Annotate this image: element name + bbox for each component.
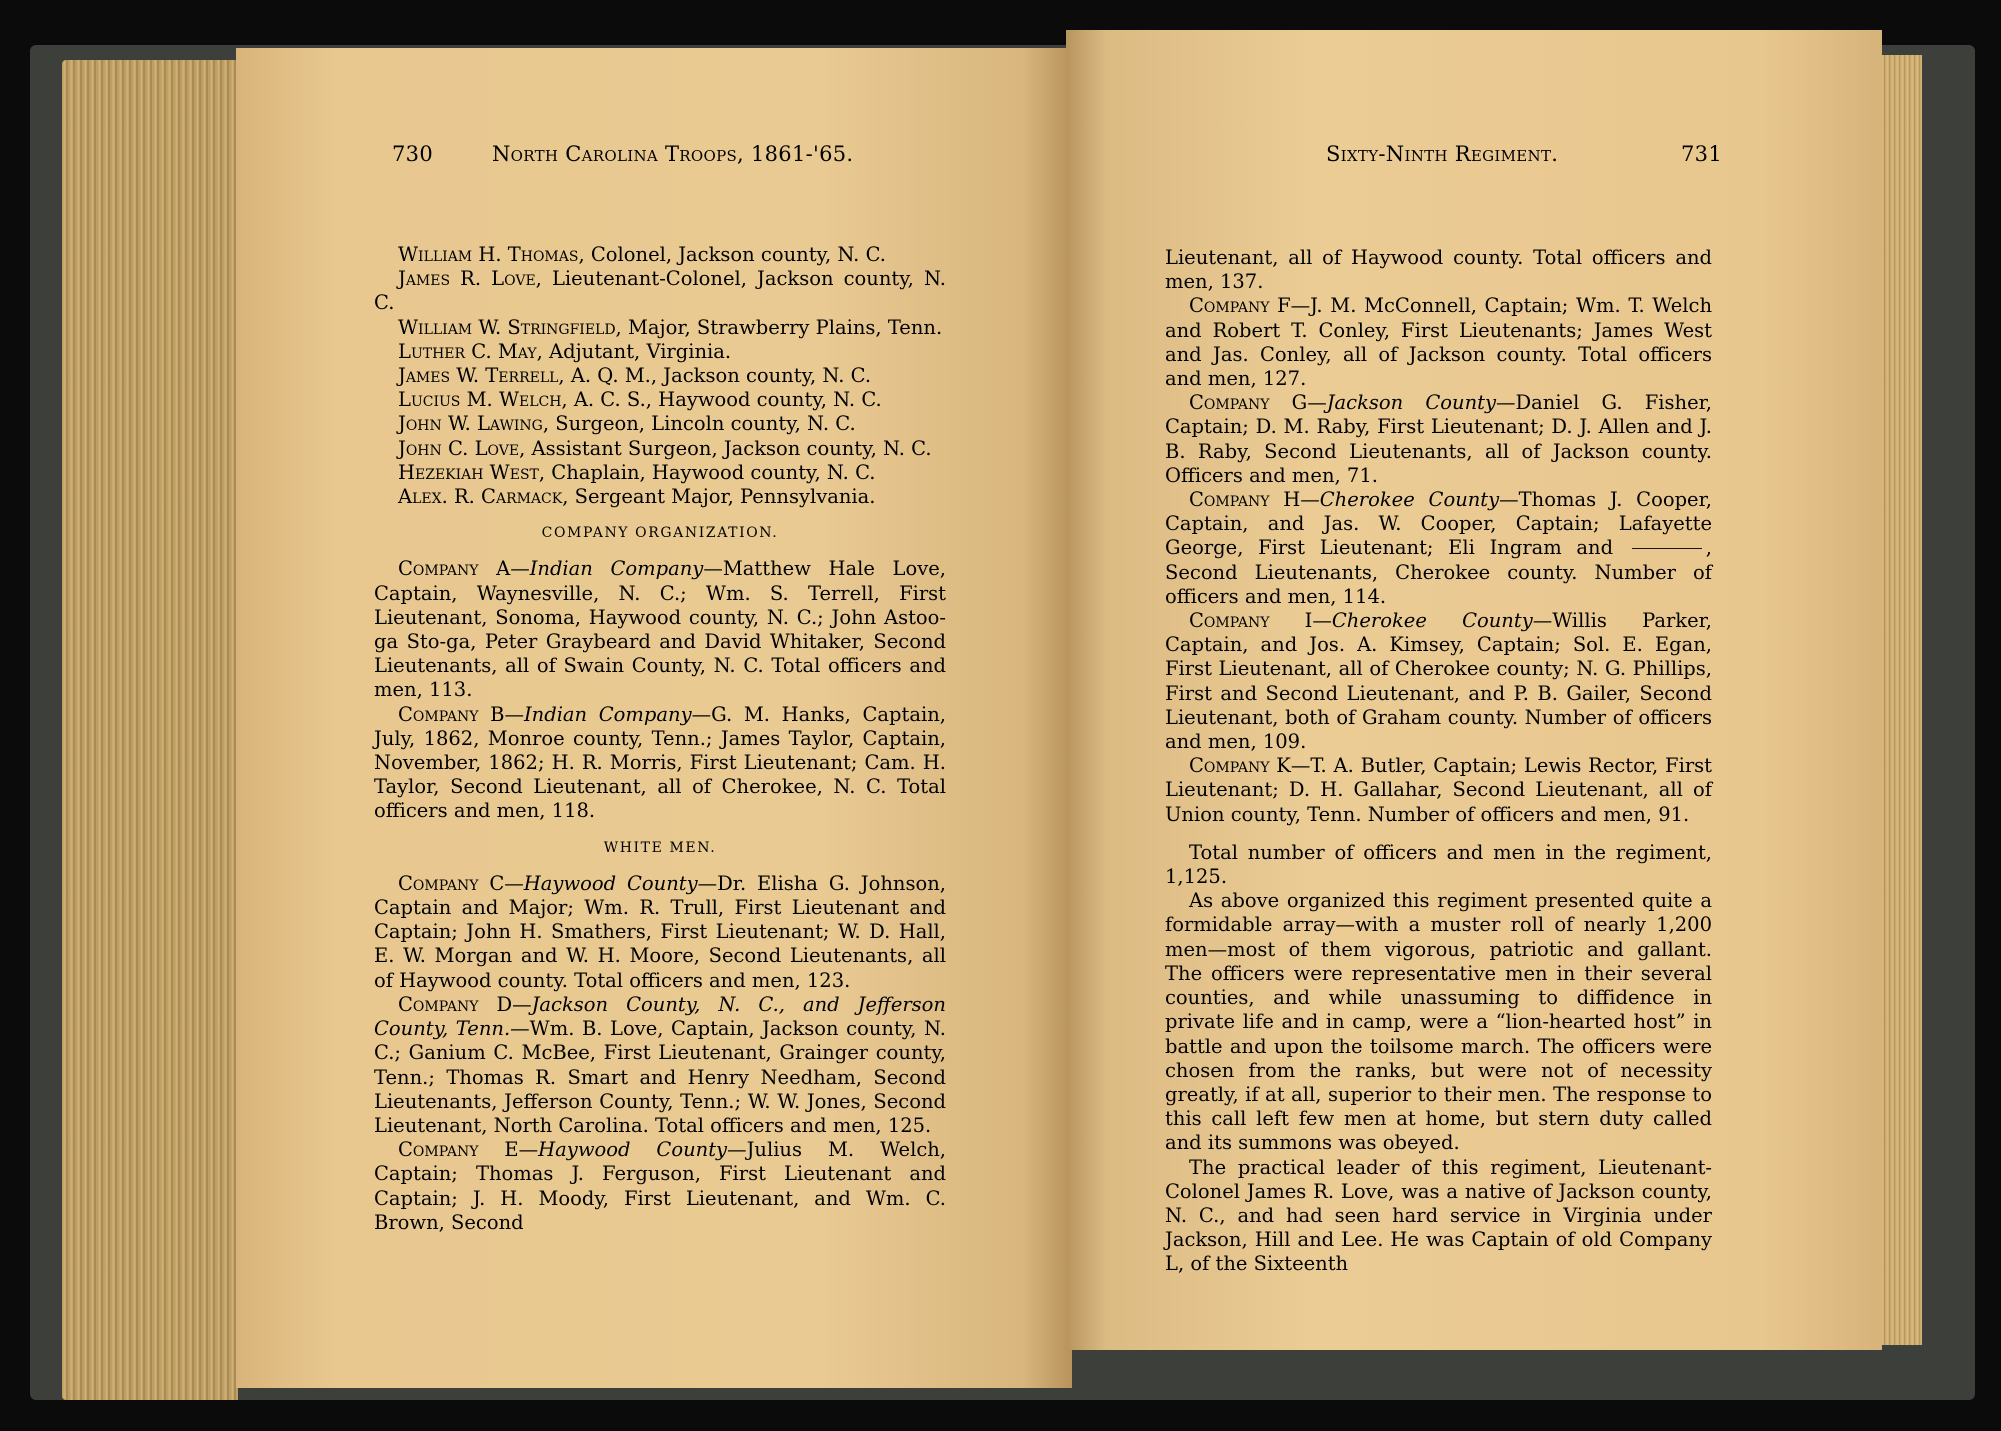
company-b-entry: Company B—Indian Company—G. M. Hanks, Captain, July, 1862, Monroe county, Tenn.; James Taylor, Captain, November, 1862; H. R. Morris, First Lieutenant; Cam. H. Taylor, Second Lieutenant, all of Cherokee, N. C. Total officers and men, 118. (374, 702, 946, 823)
company-g-entry: Company G—Jackson County—Daniel G. Fisher, Captain; D. M. Raby, First Lieutenant; D. J. Allen and J. B. Raby, Second Lieutenants, all of Jackson county. Officers and men, 71. (1165, 391, 1712, 487)
company-f-entry: Company F—J. M. McConnell, Captain; Wm. T. Welch and Robert T. Conley, First Lieutenants; James West and Jas. Conley, all of Jackson county. Total officers and men, 127. (1165, 294, 1713, 391)
continuation-paragraph: Lieutenant, all of Haywood county. Total officers and men, 137. (1165, 246, 1712, 294)
officer-line: Luther C. May, Adjutant, Virginia. (398, 339, 732, 363)
company-k-entry: Company K—T. A. Butler, Captain; Lewis Rector, First Lieutenant; D. H. Gallahar, Second Lieutenant, all of Union county, Tenn. Number of officers and men, 91. (1165, 754, 1712, 826)
right-page-body (1165, 246, 1712, 1277)
company-c-entry: Company C—Haywood County—Dr. Elisha G. Johnson, Captain and Major; Wm. R. Trull, First Lieutenant and Captain; John H. Smathers, First Lieutenant; W. D. Hall, E. W. Morgan and W. H. Moore, Second Lieutenants, all of Haywood county. Total officers and men, 123. (374, 871, 946, 992)
officer-line: James W. Terrell, A. Q. M., Jackson county, N. C. (398, 364, 872, 388)
right-page-number: 731 (1681, 142, 1722, 166)
left-page-number: 730 (392, 142, 433, 166)
officer-line: Lucius M. Welch, A. C. S., Haywood county, N. C. (398, 388, 882, 412)
left-page-body (374, 243, 946, 1235)
left-page-edges (62, 60, 238, 1400)
company-a-entry: Company A—Indian Company—Matthew Hale Love, Captain, Waynesville, N. C.; Wm. S. Terrell, First Lieutenant, Sonoma, Haywood county, N. C.; John Astoo-ga Sto-ga, Peter Graybeard and David Whitaker, Second Lieutenants, all of Swain County, N. C. Total officers and men, 113. (374, 557, 946, 702)
officer-line: William H. Thomas, Colonel, Jackson county, N. C. (398, 243, 886, 266)
regiment-total: Total number of officers and men in the regiment, 1,125. (1165, 840, 1712, 889)
company-d-entry: Company D—Jackson County, N. C., and Jefferson County, Tenn.—Wm. B. Love, Captain, Jackson county, N. C.; Ganium C. McBee, First Lieutenant, Grainger county, Tenn.; Thomas R. Smart and Henry Needham, Second Lieutenants, Jefferson County, Tenn.; W. W. Jones, Second Lieutenant, North Carolina. Total officers and men, 125. (374, 992, 946, 1137)
company-i-entry: Company I—Cherokee County—Willis Parker, Captain, and Jos. A. Kimsey, Captain; Sol. E. Egan, First Lieutenant, all of Cherokee county; N. G. Phillips, First and Second Lieutenant, and P. B. Gailer, Second Lieutenant, both of Graham county. Number of officers and men, 109. (1165, 609, 1713, 754)
right-running-head: Sixty-Ninth Regiment. (1326, 142, 1559, 166)
officer-line: Alex. R. Carmack, Sergeant Major, Pennsylvania. (398, 485, 876, 509)
section-heading-white-men: WHITE MEN. (603, 839, 717, 856)
officer-line: William W. Stringfield, Major, Strawberry Plains, Tenn. (398, 315, 943, 339)
company-h-entry: Company H—Cherokee County—Thomas J. Cooper, Captain, and Jas. W. Cooper, Captain; Lafayette George, First Lieutenant; Eli Ingram and , Second Lieutenants, Cherokee county. Number of officers and men, 114. (1165, 488, 1712, 608)
officer-line: John C. Love, Assistant Surgeon, Jackson county, N. C. (398, 436, 932, 460)
company-e-entry: Company E—Haywood County—Julius M. Welch, Captain; Thomas J. Ferguson, First Lieutenant and Captain; J. H. Moody, First Lieutenant, and Wm. C. Brown, Second (374, 1138, 946, 1234)
officer-line: John W. Lawing, Surgeon, Lincoln county, N. C. (398, 412, 856, 436)
left-running-head: North Carolina Troops, 1861-'65. (492, 142, 854, 166)
officer-line: Hezekiah West, Chaplain, Haywood county, N. C. (398, 460, 876, 484)
narrative-paragraph-1: As above organized this regiment presented quite a formidable array—with a muster roll of nearly 1,200 men—most of them vigorous, patriotic and gallant. The officers were representative men in their several counties, and while unassuming to diffidence in private life and in camp, were a “lion-hearted host” in battle and upon the toilsome march. The officers were chosen from the ranks, but were not of necessity greatly, if at all, superior to their men. The response to this call left few men at home, but stern duty called and its summons was obeyed. (1165, 889, 1712, 1155)
narrative-paragraph-2: The practical leader of this regiment, Lieutenant-Colonel James R. Love, was a native of Jackson county, N. C., and had seen hard service in Virginia under Jackson, Hill and Lee. He was Captain of old Company L, of the Sixteenth (1165, 1155, 1712, 1276)
officer-line: James R. Love, Lieutenant-Colonel, Jackson county, N. C. (374, 267, 946, 315)
section-heading-company-organization: COMPANY ORGANIZATION. (541, 525, 779, 542)
blank-name-rule (1632, 548, 1702, 549)
